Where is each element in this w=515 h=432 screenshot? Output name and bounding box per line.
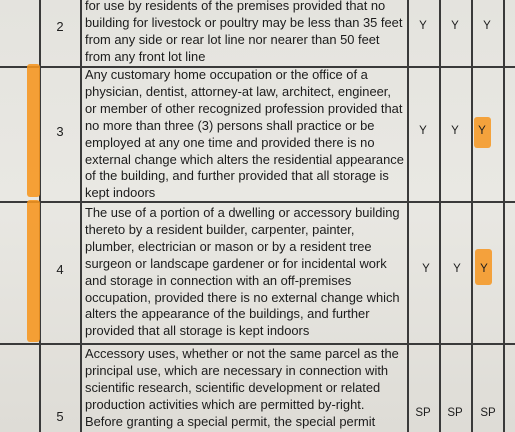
row-number: 3: [56, 124, 64, 139]
description-line: surgeon or landscape gardener or for incidental work: [85, 255, 387, 271]
description-line: employed at any one time and provided there is no: [85, 134, 375, 150]
description-line: occupation, provided there is no external change which: [85, 289, 400, 305]
highlight-mark-row-4: [27, 200, 40, 342]
permission-cell: Y: [422, 263, 430, 275]
description-line: from any front lot line: [85, 48, 206, 64]
permission-cell: Y: [483, 20, 491, 32]
row-number: 4: [56, 262, 64, 277]
permission-cell: Y: [453, 263, 461, 275]
permission-cell: Y: [478, 125, 486, 137]
description-line: Any customary home occupation or the office of a: [85, 67, 368, 82]
description-line: no more than three (3) persons shall practice or be: [85, 117, 375, 133]
description-line: kept indoors: [85, 185, 156, 201]
description-line: The use of a portion of a dwelling or accessory building: [85, 205, 400, 220]
description-line: alters the appearance of the buildings, and further: [85, 306, 370, 322]
table-divider-col1: [439, 0, 441, 432]
description-line: scientific research, scientific development or related: [85, 379, 381, 395]
highlight-mark-row-3: [27, 64, 40, 197]
description-line: physician, dentist, attorney-at law, architect, engineer,: [85, 83, 391, 99]
table-divider-col3: [503, 0, 505, 432]
description-line: production activities which are permitted by-right.: [85, 396, 365, 412]
description-line: principal use, which are necessary in connection with: [85, 362, 389, 378]
row-number: 2: [56, 19, 64, 34]
permission-cell: Y: [419, 20, 427, 32]
permission-cell: SP: [415, 407, 431, 419]
description-line: Before granting a special permit, the special permit: [85, 413, 376, 429]
permission-cell: Y: [451, 20, 459, 32]
description-line: plumber, electrician or mason or by a resident tree: [85, 238, 372, 254]
description-line: and storage in connection with an off-premises: [85, 272, 352, 288]
permission-cell: Y: [451, 125, 459, 137]
permission-cell: Y: [480, 263, 488, 275]
permission-cell: SP: [480, 407, 496, 419]
row-description: [85, 346, 407, 431]
description-line: external change which alters the residential appearance: [85, 151, 404, 167]
permission-cell: Y: [419, 125, 427, 137]
table-divider-col2: [471, 0, 473, 432]
row-description: [85, 67, 407, 202]
description-line: of the building, and further provided that all storage is: [85, 168, 389, 184]
row-divider: [0, 343, 515, 345]
permission-cell: SP: [447, 407, 463, 419]
description-line: Accessory uses, whether or not the same parcel as the: [85, 346, 399, 361]
description-line: provided that all storage is kept indoors: [85, 323, 310, 339]
row-description: [85, 0, 407, 66]
description-line: for use by residents of the premises provided that no: [85, 0, 386, 13]
description-line: or member of other recognized profession provided that: [85, 100, 403, 116]
table-divider-number: [80, 0, 82, 432]
description-line: building for livestock or poultry may be less than 35 feet: [85, 14, 403, 30]
table-divider-description: [407, 0, 409, 432]
row-description: [85, 205, 407, 340]
row-number: 5: [56, 409, 64, 424]
description-line: from any side or rear lot line nor nearer than 50 feet: [85, 31, 380, 47]
description-line: thereto by a resident builder, carpenter, painter,: [85, 221, 355, 237]
